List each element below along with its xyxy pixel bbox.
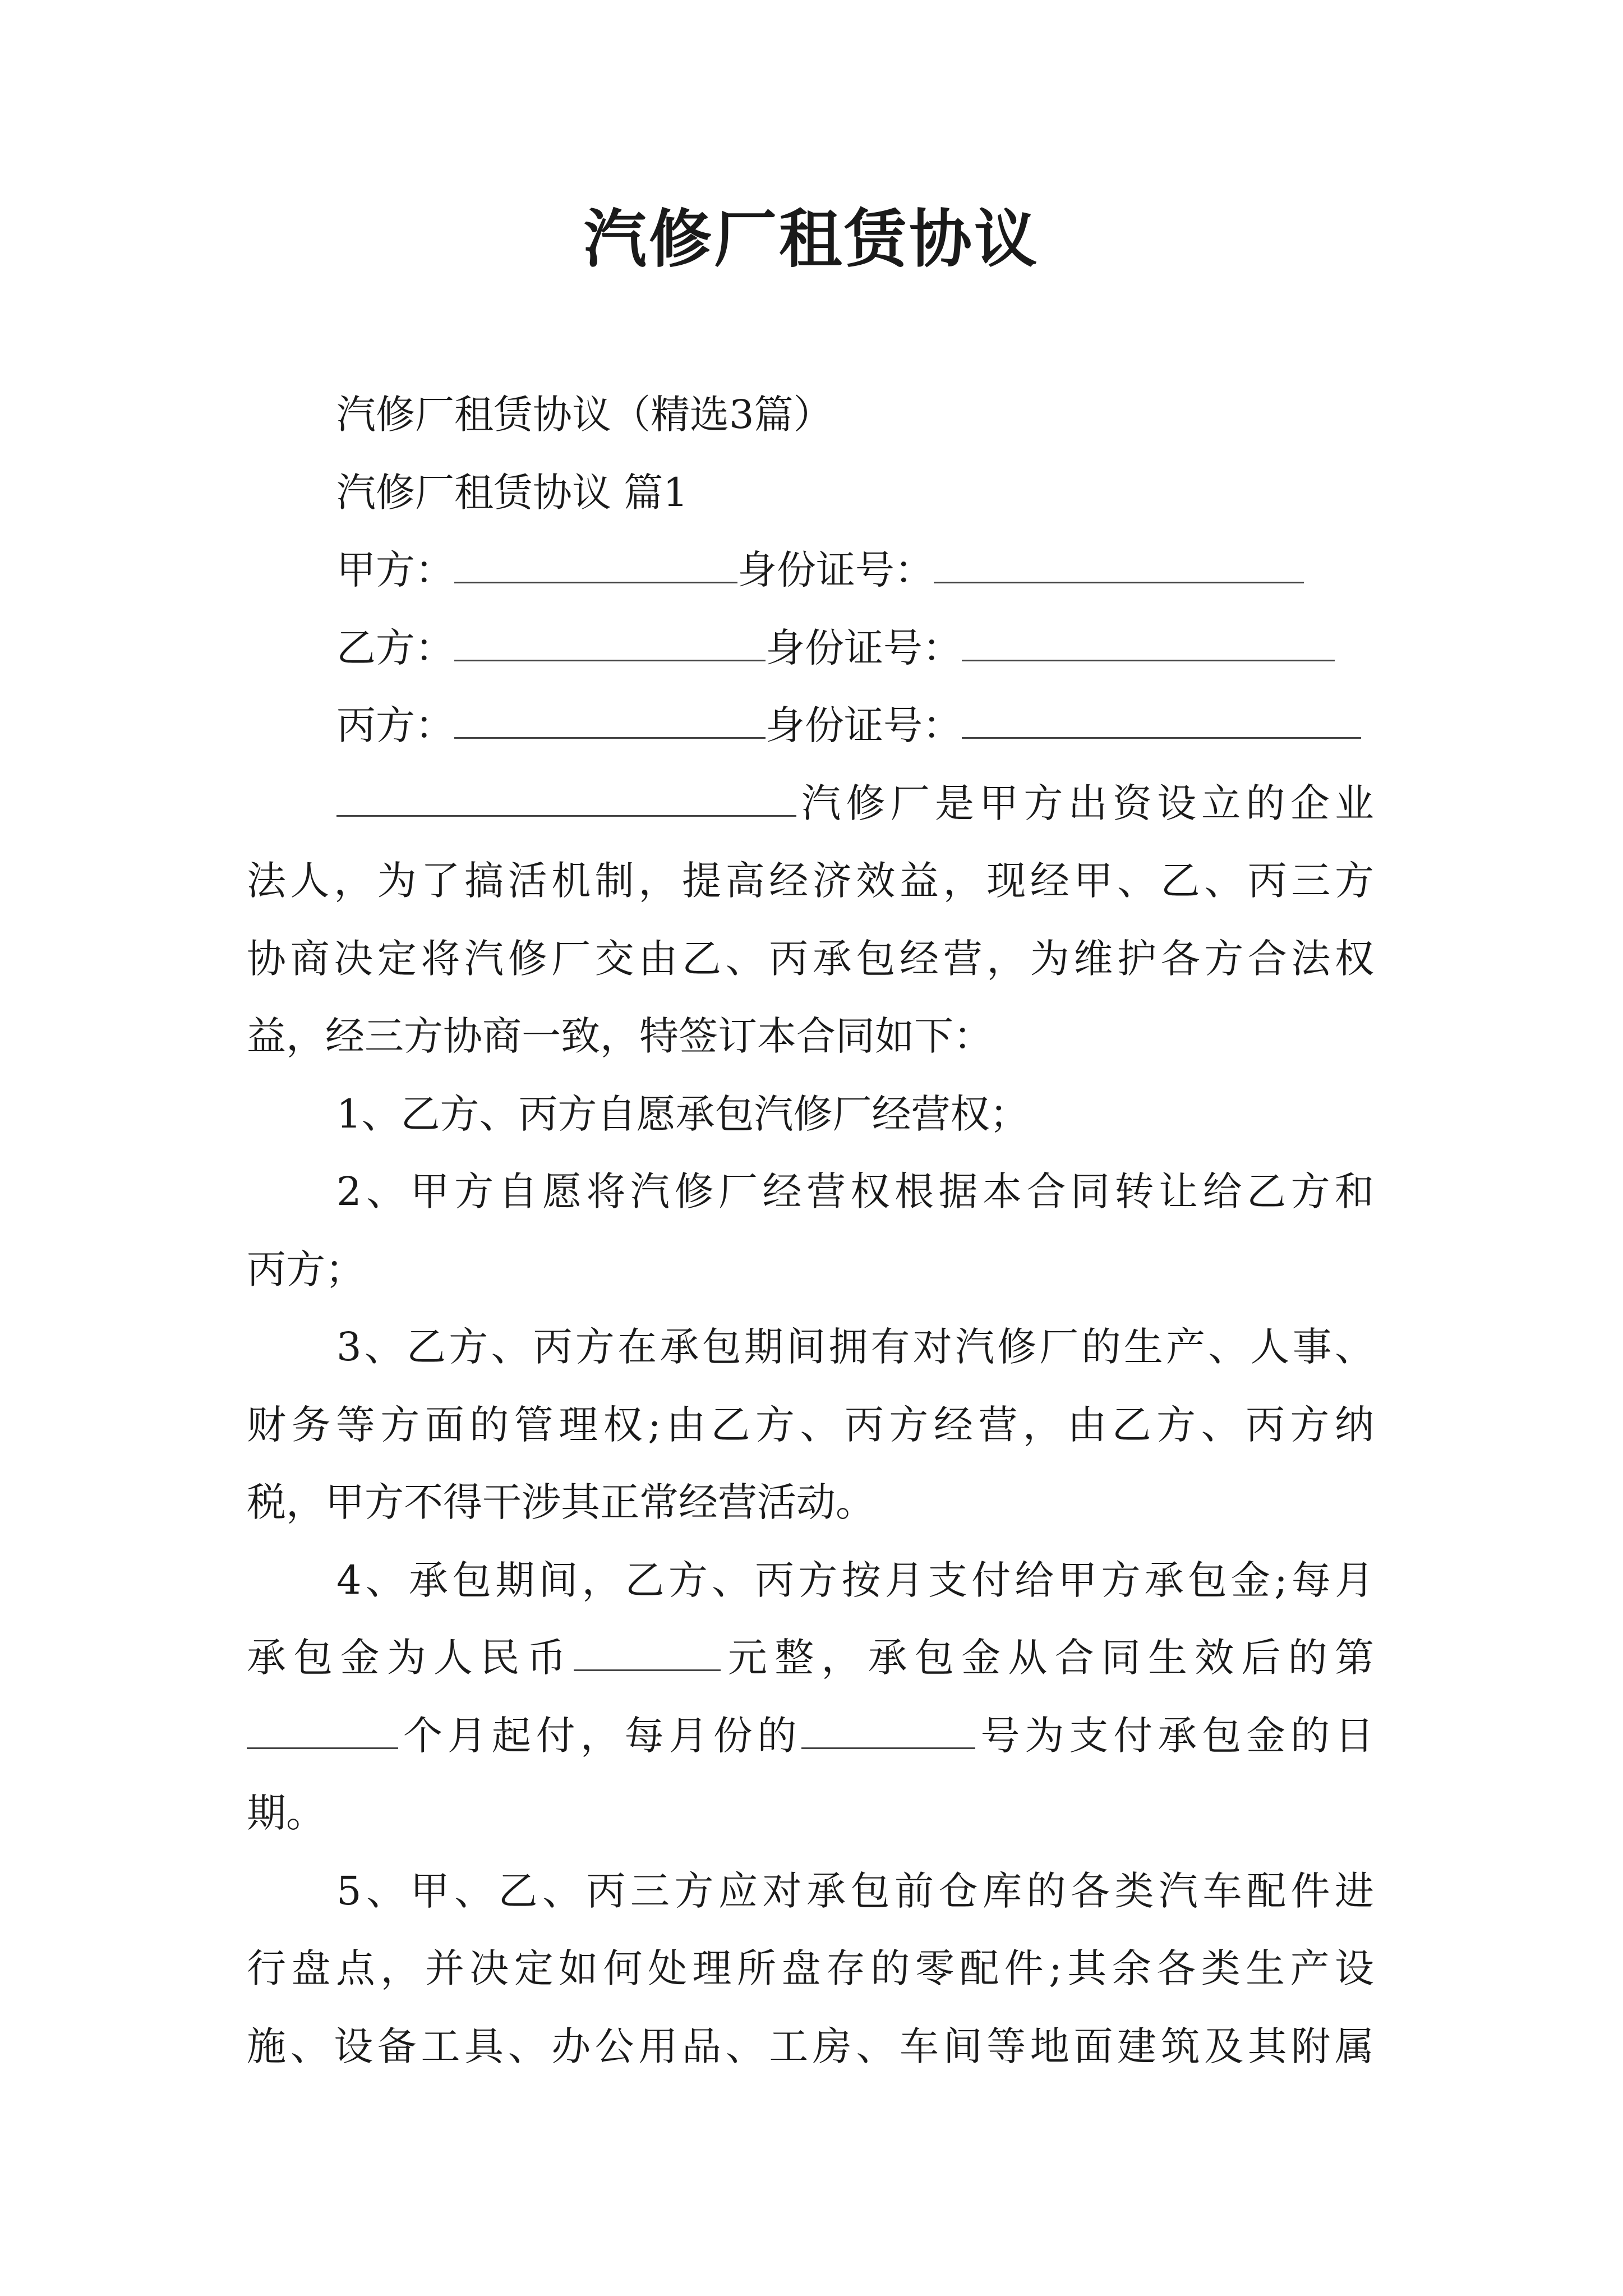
clause-4-line-3 bbox=[247, 1697, 1374, 1775]
clause-5-line-1: 5、甲、乙、丙三方应对承包前仓库的各类汽车配件进 bbox=[336, 1867, 1374, 1914]
party-c-id-label: 身份证号： bbox=[766, 702, 962, 748]
rent-amount-blank bbox=[574, 1637, 721, 1671]
clause-1: 1、乙方、丙方自愿承包汽修厂经营权； bbox=[336, 1091, 1029, 1137]
start-month-blank bbox=[247, 1715, 398, 1749]
subtitle: 汽修厂租赁协议（精选3篇） bbox=[336, 392, 833, 438]
intro-text-1: 汽修厂是甲方出资设立的企业 bbox=[796, 780, 1374, 826]
clause-3-line-3: 税，甲方不得干涉其正常经营活动。 bbox=[247, 1479, 875, 1525]
intro-line-4: 益，经三方协商一致，特签订本合同如下： bbox=[247, 1013, 993, 1059]
party-b-id-blank bbox=[962, 627, 1335, 661]
section-heading: 汽修厂租赁协议 篇1 bbox=[336, 469, 688, 516]
clause-5-line-2: 行盘点，并决定如何处理所盘存的零配件;其余各类生产设 bbox=[247, 1945, 1374, 1991]
clause-4-line-2 bbox=[247, 1619, 1374, 1697]
party-b-id-label: 身份证号： bbox=[766, 624, 962, 671]
intro-line-1 bbox=[247, 765, 1374, 843]
document-body bbox=[247, 376, 1374, 2085]
party-b-name-blank bbox=[454, 627, 766, 661]
clause-3-line-2: 财务等方面的管理权;由乙方、丙方经营，由乙方、丙方纳 bbox=[247, 1401, 1374, 1448]
clause-4-text-3b: 号为支付承包金的日 bbox=[975, 1712, 1374, 1759]
clause-2-line-1: 2、甲方自愿将汽修厂经营权根据本合同转让给乙方和 bbox=[336, 1168, 1374, 1214]
party-a-line bbox=[247, 531, 1374, 609]
document-title: 汽修厂租赁协议 bbox=[584, 203, 1039, 276]
party-a-id-blank bbox=[934, 549, 1304, 583]
factory-name-blank bbox=[336, 783, 796, 817]
intro-line-3: 协商决定将汽修厂交由乙、丙承包经营，为维护各方合法权 bbox=[247, 935, 1374, 982]
party-b-line bbox=[247, 609, 1374, 687]
party-a-name-blank bbox=[454, 549, 737, 583]
clause-4-text-2a: 承包金为人民币 bbox=[247, 1635, 574, 1681]
intro-line-2: 法人，为了搞活机制，提高经济效益，现经甲、乙、丙三方 bbox=[247, 858, 1374, 904]
clause-3-line-1: 3、乙方、丙方在承包期间拥有对汽修厂的生产、人事、 bbox=[336, 1324, 1374, 1370]
party-c-id-blank bbox=[962, 705, 1361, 739]
party-b-label: 乙方： bbox=[336, 624, 454, 671]
clause-4-text-2b: 元整，承包金从合同生效后的第 bbox=[720, 1635, 1374, 1681]
party-c-name-blank bbox=[454, 705, 766, 739]
party-a-label: 甲方： bbox=[336, 547, 454, 593]
payment-day-blank bbox=[801, 1715, 975, 1749]
clause-4-line-1: 4、承包期间，乙方、丙方按月支付给甲方承包金;每月 bbox=[336, 1557, 1374, 1603]
party-c-line bbox=[247, 687, 1374, 765]
clause-2-line-2: 丙方； bbox=[247, 1246, 365, 1292]
party-a-id-label: 身份证号： bbox=[737, 547, 934, 593]
clause-5-line-3: 施、设备工具、办公用品、工房、车间等地面建筑及其附属 bbox=[247, 2023, 1374, 2069]
clause-4-text-3a: 个月起付，每月份的 bbox=[398, 1712, 802, 1759]
party-c-label: 丙方： bbox=[336, 702, 454, 748]
clause-4-line-4: 期。 bbox=[247, 1790, 325, 1836]
